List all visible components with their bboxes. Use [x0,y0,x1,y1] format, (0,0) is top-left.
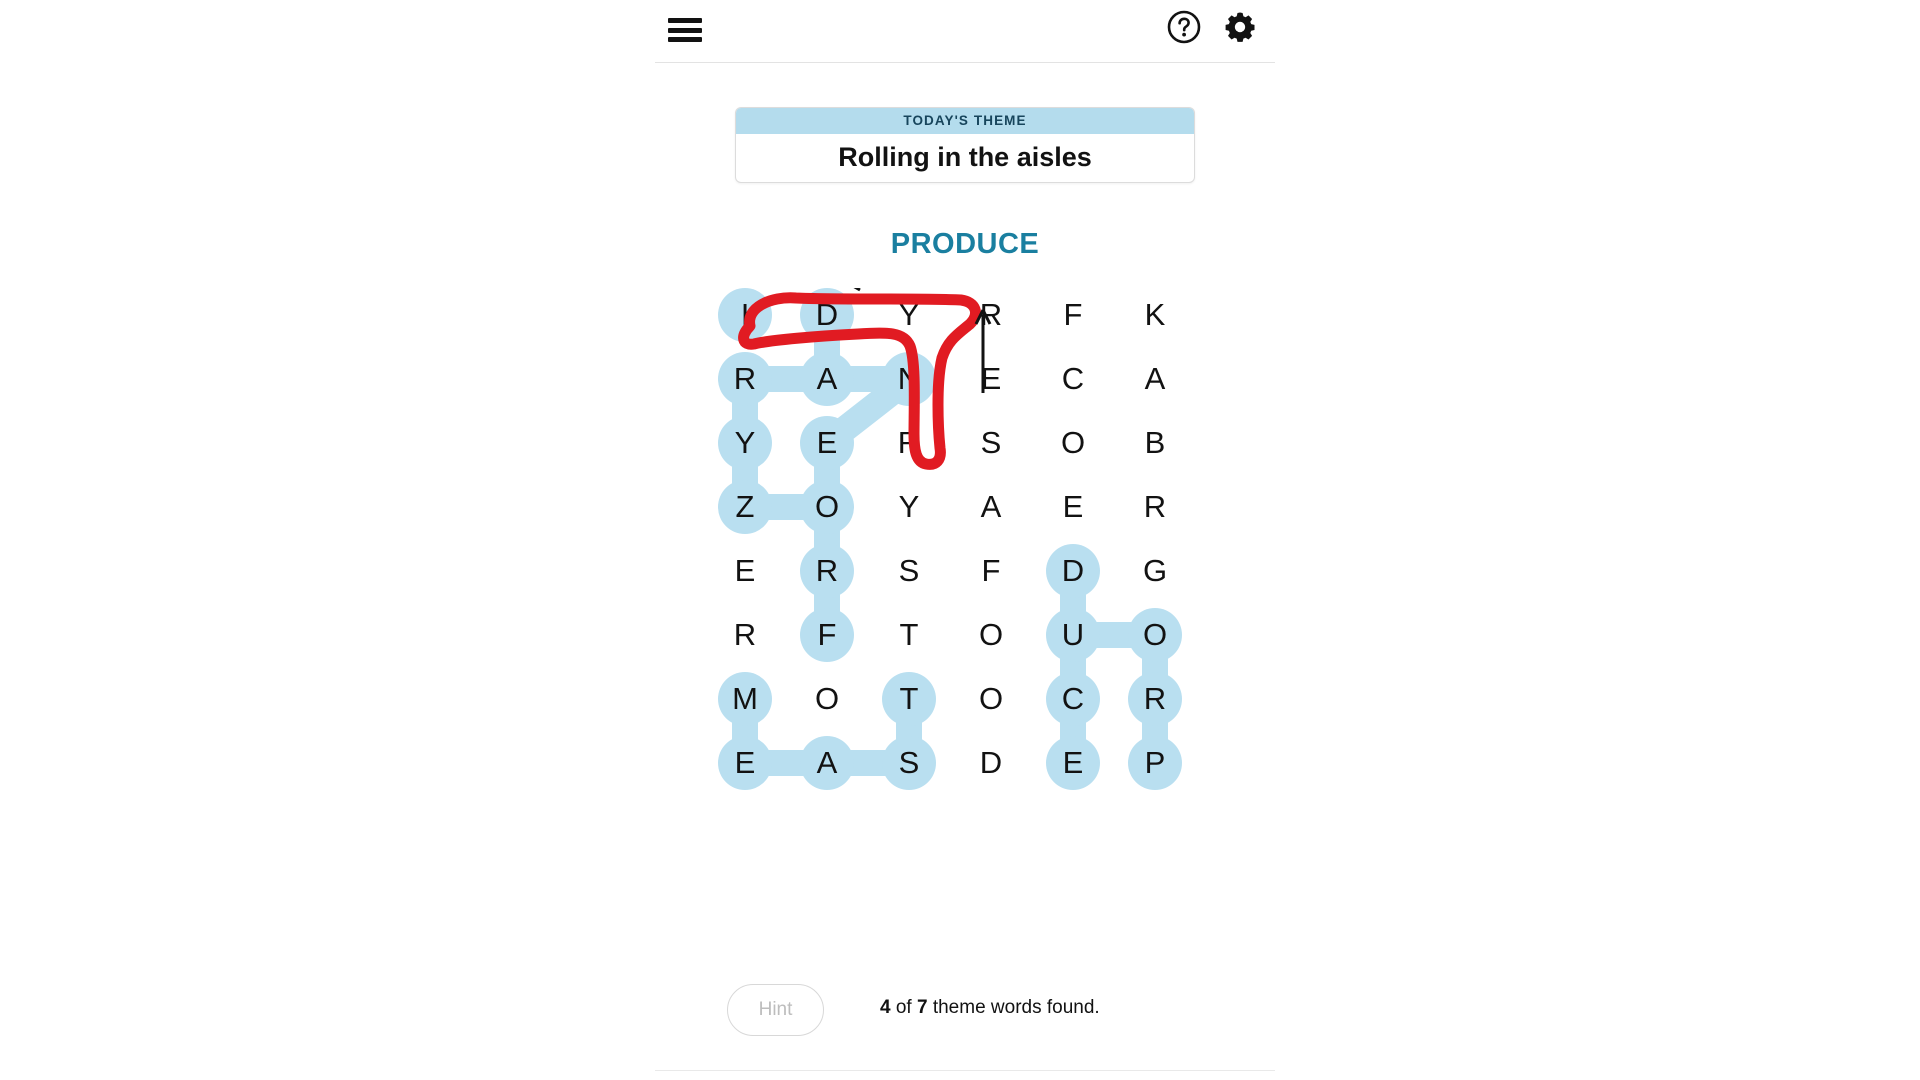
grid-cell[interactable]: G [1142,553,1168,588]
grid-cell[interactable]: Y [898,489,920,524]
bottom-divider [655,1070,1275,1071]
grid-cell[interactable]: T [899,617,919,652]
grid-cell[interactable]: O [1128,608,1182,662]
grid-cell[interactable]: O [978,681,1004,716]
grid-cell[interactable]: F [981,553,1001,588]
grid-cell[interactable]: F [1063,297,1083,332]
grid-cell[interactable]: E [734,553,756,588]
grid-cell[interactable]: A [800,352,854,406]
grid-cell[interactable]: P [1128,736,1182,790]
grid-cell[interactable]: I [718,288,772,342]
grid-cell[interactable]: Y [718,416,772,470]
hint-button[interactable]: Hint [727,984,824,1036]
grid-cell[interactable]: R [1128,672,1182,726]
theme-label: TODAY'S THEME [736,108,1194,134]
grid-cell[interactable]: O [800,480,854,534]
grid-cell[interactable]: A [800,736,854,790]
progress-found: 4 [880,997,891,1018]
grid-cell[interactable]: K [1144,297,1166,332]
grid-cell[interactable]: E [1046,736,1100,790]
grid-cell[interactable]: D [979,745,1003,780]
grid-cell[interactable]: T [882,672,936,726]
grid-cell[interactable]: S [882,736,936,790]
app-header [655,0,1275,63]
question-mark-circle-icon[interactable] [1167,10,1201,44]
progress-of: of [890,997,917,1018]
grid-cell[interactable]: B [1144,425,1166,460]
grid-cell[interactable]: R [733,617,757,652]
grid-cell[interactable]: S [898,553,920,588]
grid-cell[interactable]: D [800,288,854,342]
grid-cell[interactable]: F [800,608,854,662]
grid-cell[interactable]: S [980,425,1002,460]
grid-cell[interactable]: E [800,416,854,470]
grid-cell[interactable]: O [814,681,840,716]
grid-cell[interactable]: A [980,489,1002,524]
grid-cell[interactable]: Z [718,480,772,534]
theme-title: Rolling in the aisles [838,142,1092,172]
grid-cell[interactable]: C [1046,672,1100,726]
grid-cell[interactable]: C [1061,361,1085,396]
grid-cell[interactable]: D [1046,544,1100,598]
grid-cell[interactable]: R [718,352,772,406]
grid-cell[interactable]: U [1046,608,1100,662]
menu-bar-1 [668,18,702,23]
progress-suffix: theme words found. [927,997,1100,1018]
gear-icon[interactable] [1221,8,1259,46]
grid-cell[interactable]: A [1144,361,1166,396]
grid-cell[interactable]: O [1060,425,1086,460]
hamburger-menu-icon[interactable] [665,10,705,50]
letter-grid[interactable] [718,288,1198,798]
grid-cell[interactable]: E [1062,489,1084,524]
grid-cell[interactable]: O [978,617,1004,652]
menu-bar-3 [668,37,702,42]
grid-cell[interactable]: N [882,352,936,406]
grid-cell[interactable]: R [800,544,854,598]
progress-text [880,997,1240,1019]
grid-cell[interactable]: R [1143,489,1167,524]
grid-cell[interactable]: R [897,425,921,460]
theme-card [735,107,1195,183]
grid-cell[interactable]: R [979,297,1003,332]
menu-bar-2 [668,28,702,33]
category-heading: PRODUCE [890,228,1040,260]
progress-total: 7 [916,997,928,1018]
grid-cell[interactable]: Y [898,297,920,332]
grid-cell[interactable]: E [980,361,1002,396]
grid-cell[interactable]: M [718,672,772,726]
grid-cell[interactable]: E [718,736,772,790]
